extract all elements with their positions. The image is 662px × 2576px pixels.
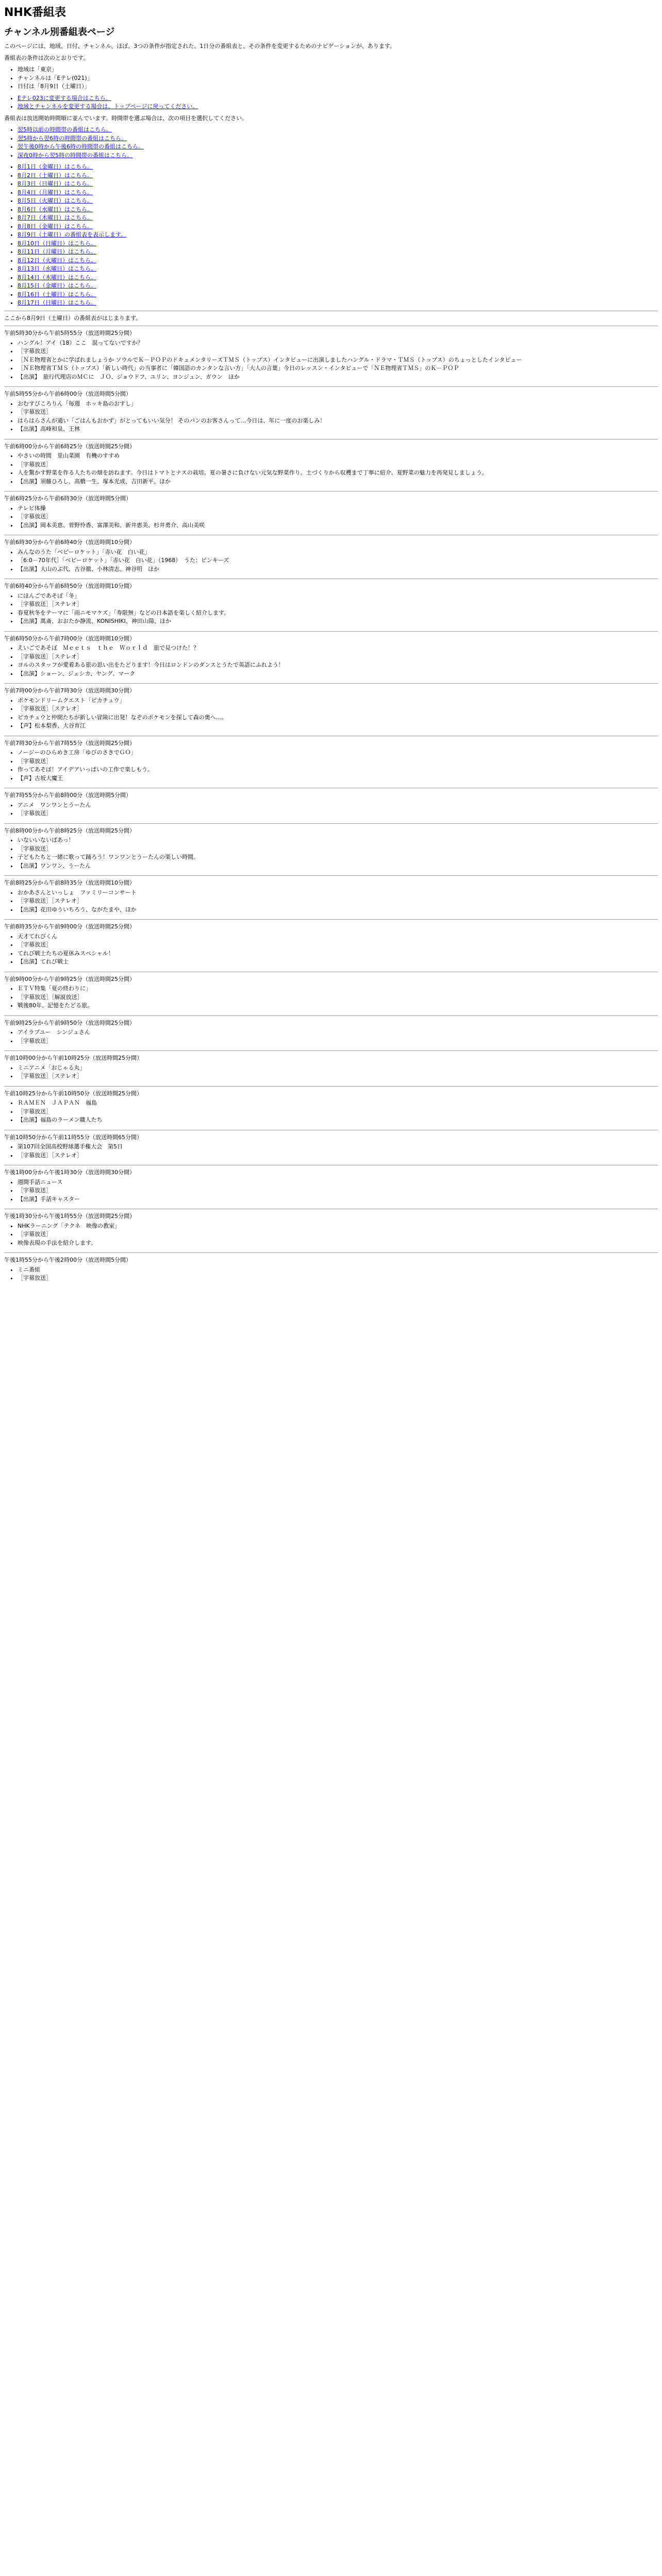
program-detail: • ［ＮＥ物理省とかに学ばれましょうか ソウルでＫ－ＰＯＰのドキュメンタリーズＴＭＳ（トップス）インタビューに出演しましたハングル・ドラマ・ＴＭＳ（トップス）のちょっとしたインタビュー	[18, 356, 658, 365]
program-entry	[4, 1212, 658, 1247]
program-title: • アニメ ワンワンとうーたん	[18, 801, 658, 810]
program-detail: • 春夏秋冬をテーマに「雨ニモマケズ」「寿限無」などの日本語を楽しく紹介します。	[18, 609, 658, 618]
program-time: 午前6時30分から午前6時40分（放送時間10分間）	[4, 539, 135, 546]
date-link-item	[18, 274, 658, 282]
program-details	[4, 836, 658, 870]
listing-heading: ここから8月9日（土曜日）の番組表がはじまります。	[4, 314, 142, 321]
date-link[interactable]: 8月2日（土曜日）はこちら。	[18, 172, 93, 179]
date-link-item	[18, 291, 658, 299]
program-entry	[4, 443, 658, 486]
site-title: NHK番組表	[4, 6, 66, 19]
date-link[interactable]: 8月6日（水曜日）はこちら。	[18, 206, 93, 213]
program-detail: • 【出演】花田ゆういちろう、ながたまや、ほか	[18, 906, 658, 914]
date-link[interactable]: 8月11日（月曜日）はこちら。	[18, 248, 96, 255]
program-time: 午前7時00分から午前7時30分（放送時間30分間）	[4, 687, 135, 694]
date-link[interactable]: 8月13日（水曜日）はこちら。	[18, 265, 96, 272]
divider	[4, 823, 658, 824]
program-title: • テレビ体操	[18, 504, 658, 513]
date-link-item	[18, 282, 658, 291]
date-link-item	[18, 240, 658, 248]
date-link-item	[18, 180, 658, 189]
program-detail: • ピカチュウと仲間たちが新しい冒険に出発！なぞのポケモンを探して森の奥へ…。	[18, 714, 658, 722]
program-detail: • 【出演】福島のラーメン職人たち	[18, 1116, 658, 1125]
divider	[4, 491, 658, 492]
program-time: 午前7時30分から午前7時55分（放送時間25分間）	[4, 739, 135, 747]
conditions-list	[4, 65, 658, 91]
program-detail: • ［字幕放送］	[18, 1108, 658, 1116]
program-detail: • 【出演】萬斎、おおたか静流、KONISHIKI、神田山陽、ほか	[18, 617, 658, 626]
program-detail: • てれび戦士たちの夏休みスペシャル！	[18, 950, 658, 958]
program-detail: • ［字幕放送］［ステレオ］	[18, 1072, 658, 1081]
program-time: 午前9時25分から午前9時50分（放送時間25分間）	[4, 1019, 135, 1026]
program-detail: • ［ＮＥ物理省ＴＭＳ（トップス）「新しい時代」の当事者に「韓国語のカンタンな言い方」「大人の言葉」今日のレッスン・インタビューで「ＮＥ物理省ＴＭＳ」のＫ－ＰＯＰ	[18, 364, 658, 373]
program-time: 午前10時25分から午前10時50分（放送時間25分間）	[4, 1090, 142, 1097]
program-title: • 天才てれびくん	[18, 933, 658, 941]
program-details	[4, 400, 658, 434]
date-intro: 番組表は放送開始時間順に並んでいます。時間帯を選ぶ場合は、次の項目を選択してください。	[4, 114, 248, 122]
program-detail: • 【出演】 旅行代理店のＭＣに ＪＯ、ジョウドフ、ユリン、ヨンジュン、ガウン ほか	[18, 373, 658, 382]
condition-item: • チャンネルは「Eテレ(021)」	[18, 74, 658, 83]
time-link[interactable]: 翌午後0時から午後6時の時間帯の番組はこちら。	[18, 143, 144, 150]
condition-item: • 日付は「8月9日（土曜日）」	[18, 82, 658, 91]
program-title: • 第107回全国高校野球選手権大会 第5日	[18, 1143, 658, 1151]
program-title: • ＥＴＶ特集「夏の終わりに」	[18, 985, 658, 993]
date-link[interactable]: 8月12日（火曜日）はこちら。	[18, 257, 96, 264]
change-link-item	[18, 94, 658, 103]
date-link-item	[18, 223, 658, 231]
time-link[interactable]: 翌5時から翌6時の時間帯の番組はこちら。	[18, 134, 127, 142]
date-link[interactable]: 8月1日（金曜日）はこちら。	[18, 163, 93, 170]
program-detail: • 人を驚かす野菜を作る人たちの畑を訪ねます。今日はトマトとナスの栽培。夏の暑さに負けない元気な野菜作り。土づくりから収穫まで丁寧に紹介。夏野菜の魅力を再発見しましょう。	[18, 469, 658, 478]
change-link-item	[18, 103, 658, 111]
program-title: • ノージーのひらめき工房「ゆびのさきでＧＯ」	[18, 749, 658, 757]
program-entry	[4, 879, 658, 914]
program-entry	[4, 1019, 658, 1046]
program-title: • みんなのうた「ベビーロケット」「赤い花 白い花」	[18, 548, 658, 557]
program-detail: • ［字幕放送］	[18, 461, 658, 469]
program-detail: • ［字幕放送］	[18, 1037, 658, 1046]
intro-text: このページには、地域、日付、チャンネル、ほぼ、3つの条件が指定された、1日分の番組表と、その条件を変更するためのナビゲーションが、あります。	[4, 43, 395, 49]
divider	[4, 1252, 658, 1253]
program-entry	[4, 582, 658, 626]
program-title: • おむすびころりん「毎週 ホッキ島のおすし」	[18, 400, 658, 409]
date-link[interactable]: 8月10日（日曜日）はこちら。	[18, 240, 96, 247]
program-detail: • ［字幕放送］［解説放送］	[18, 993, 658, 1002]
program-details	[4, 1178, 658, 1204]
date-link-item	[18, 231, 658, 240]
program-detail: • ［字幕放送］	[18, 845, 658, 854]
date-link-item	[18, 265, 658, 274]
program-entry	[4, 1133, 658, 1160]
divider	[4, 683, 658, 684]
divider	[4, 1086, 658, 1087]
date-link-item	[18, 189, 658, 197]
divider	[4, 386, 658, 387]
program-entry	[4, 495, 658, 530]
time-link[interactable]: 翌5時以前の時間帯の番組はこちら。	[18, 126, 112, 133]
program-time: 午後1時00分から午後1時30分（放送時間30分間）	[4, 1169, 135, 1176]
program-title: • えいごであそぼ Ｍｅｅｔｓ ｔｈｅ Ｗｏｒｌｄ 旅で見つけた！？	[18, 644, 658, 653]
program-title: • ＲＡＭＥＮ ＪＡＰＡＮ 福島	[18, 1099, 658, 1108]
program-time: 午前6時25分から午前6時30分（放送時間5分間）	[4, 495, 131, 502]
program-details	[4, 697, 658, 731]
program-time: 午前6時50分から午前7時00分（放送時間10分間）	[4, 635, 135, 642]
program-time: 午前6時00分から午前6時25分（放送時間25分間）	[4, 443, 135, 450]
program-time: 午前9時00分から午前9時25分（放送時間25分間）	[4, 975, 135, 982]
program-time: 午前10時50分から午前11時55分（放送時間65分間）	[4, 1133, 142, 1141]
program-details	[4, 1143, 658, 1160]
program-entry	[4, 739, 658, 783]
date-link-item	[18, 163, 658, 172]
divider	[4, 631, 658, 632]
program-time: 午後1時55分から午後2時00分（放送時間5分間）	[4, 1257, 131, 1263]
program-details	[4, 504, 658, 530]
program-title: • やさいの時間 里山菜園 有機のすすめ	[18, 452, 658, 461]
program-detail: • ［字幕放送］	[18, 347, 658, 356]
program-title: • アイラブユー シンジュさん	[18, 1028, 658, 1037]
program-time: 午前8時35分から午前9時00分（放送時間25分間）	[4, 923, 135, 930]
program-details	[4, 749, 658, 783]
divider	[4, 1015, 658, 1016]
program-title: • にほんごであそぼ「冬」	[18, 592, 658, 601]
program-detail: • ［字幕放送］［ステレオ］	[18, 1151, 658, 1160]
program-details	[4, 1222, 658, 1248]
program-details	[4, 889, 658, 914]
program-time: 午前6時40分から午前6時50分（放送時間10分間）	[4, 583, 135, 589]
program-time: 午後1時30分から午後1時55分（放送時間25分間）	[4, 1213, 135, 1219]
program-time: 午前5時55分から午前6時00分（放送時間5分間）	[4, 391, 131, 397]
program-detail: • ［字幕放送］	[18, 757, 658, 766]
time-links	[4, 126, 658, 160]
divider	[4, 875, 658, 876]
program-details	[4, 1266, 658, 1283]
program-entry	[4, 1090, 658, 1125]
program-detail: • ［字幕放送］	[18, 1274, 658, 1283]
program-detail: • 【出演】岡本美恵、菅野怜香、富澤美和、新井恵美、杉井勇介、高山美咲	[18, 521, 658, 530]
change-channel-link[interactable]: Eテレ023に変更する場合はこちら。	[18, 94, 111, 101]
date-link-current[interactable]: 8月9日（土曜日）の番組表を表示します。	[18, 231, 127, 238]
program-title: • ポケモンドリームクエスト「ピカチュウ」	[18, 697, 658, 705]
program-detail: • ［字幕放送］	[18, 941, 658, 950]
time-link-item	[18, 126, 658, 134]
program-detail: • 【出演】手話キャスター	[18, 1195, 658, 1204]
program-details	[4, 644, 658, 678]
program-time: 午前5時30分から午前5時55分（放送時間25分間）	[4, 330, 135, 336]
program-details	[4, 592, 658, 626]
program-details	[4, 801, 658, 818]
program-detail: • ［字幕放送］［ステレオ］	[18, 705, 658, 714]
date-link-item	[18, 299, 658, 308]
time-link-item	[18, 134, 658, 143]
time-link[interactable]: 深夜0時から翌5時の時間帯の番組はこちら。	[18, 151, 133, 159]
program-entry	[4, 635, 658, 679]
program-detail: • 【出演】大山のぶ代、古谷徹、小林清志、神谷明 ほか	[18, 565, 658, 574]
condition-item: • 地域は「東京」	[18, 65, 658, 74]
divider	[4, 1050, 658, 1051]
date-link[interactable]: 8月15日（金曜日）はこちら。	[18, 282, 96, 289]
program-detail: • ［字幕放送］［ステレオ］	[18, 897, 658, 906]
date-link-item	[18, 257, 658, 265]
program-entry	[4, 827, 658, 871]
date-link[interactable]: 8月8日（金曜日）はこちら。	[18, 223, 93, 230]
date-link[interactable]: 8月16日（土曜日）はこちら。	[18, 291, 96, 298]
program-details	[4, 1099, 658, 1125]
date-link[interactable]: 8月3日（日曜日）はこちら。	[18, 180, 93, 187]
program-title: • ミニアニメ「おじゃる丸」	[18, 1064, 658, 1073]
program-entry	[4, 791, 658, 818]
back-to-top-link[interactable]: 地域とチャンネルを変更する場合は、トップページに戻ってください。	[18, 103, 198, 110]
program-detail: • ヨルのスタッフが愛着ある旅の思い出をたどります！今日はロンドンのダンスとうたで英語にふれよう！	[18, 661, 658, 670]
date-link-item	[18, 172, 658, 180]
date-link-item	[18, 248, 658, 257]
page-title: チャンネル別番組表ページ	[4, 27, 115, 38]
program-entry	[4, 1256, 658, 1283]
date-link[interactable]: 8月5日（火曜日）はこちら。	[18, 197, 93, 204]
program-entry	[4, 1168, 658, 1204]
program-detail: • 【声】松本梨香、大谷育江	[18, 722, 658, 731]
date-link[interactable]: 8月17日（日曜日）はこちら。	[18, 299, 96, 306]
program-entry	[4, 538, 658, 573]
program-entry	[4, 923, 658, 967]
program-time: 午前8時25分から午前8時35分（放送時間10分間）	[4, 879, 135, 886]
program-title: • 週間手話ニュース	[18, 1178, 658, 1187]
program-detail: • 作ってあそぼ！アイデアいっぱいの工作で楽しもう。	[18, 766, 658, 774]
program-entry	[4, 329, 658, 381]
program-title: • いないいないばあっ！	[18, 836, 658, 845]
program-details	[4, 339, 658, 382]
date-link[interactable]: 8月7日（木曜日）はこちら。	[18, 214, 93, 221]
program-details	[4, 1028, 658, 1045]
program-detail: • ［字幕放送］［ステレオ］	[18, 653, 658, 662]
date-link[interactable]: 8月14日（木曜日）はこちら。	[18, 274, 96, 281]
program-detail: • 【出演】てれび戦士	[18, 958, 658, 967]
program-title: • ハングル！アイ（18）ここ 混ってないですか？	[18, 339, 658, 348]
program-time: 午前10時00分から午前10時25分（放送時間25分間）	[4, 1055, 142, 1061]
date-link-item	[18, 214, 658, 223]
program-detail: • ［字幕放送］［ステレオ］	[18, 600, 658, 609]
program-time: 午前8時00分から午前8時25分（放送時間25分間）	[4, 827, 135, 834]
program-detail: • 子どもたちと一緒に歌って踊ろう！ワンワンとうーたんの楽しい時間。	[18, 853, 658, 862]
program-entry	[4, 390, 658, 434]
time-link-item	[18, 151, 658, 160]
program-list	[4, 329, 658, 1283]
program-details	[4, 548, 658, 574]
program-detail: • ［字幕放送］	[18, 1230, 658, 1239]
program-detail: • 【声】古坂大魔王	[18, 774, 658, 783]
program-details	[4, 1064, 658, 1081]
program-detail: • ［6:0－70年代］「ベビーロケット」「赤い花 白い花」（1968） うた：ピンキーズ	[18, 556, 658, 565]
program-detail: • 【出演】ショーン、ジェシカ、ヤング、マーク	[18, 670, 658, 679]
program-details	[4, 452, 658, 486]
date-link-item	[18, 197, 658, 206]
date-link[interactable]: 8月4日（月曜日）はこちら。	[18, 189, 93, 196]
program-title: • ミニ番組	[18, 1266, 658, 1275]
program-detail: • ［字幕放送］	[18, 408, 658, 417]
program-detail: • ［字幕放送］	[18, 1187, 658, 1195]
date-link-item	[18, 206, 658, 214]
time-link-item	[18, 143, 658, 151]
change-links	[4, 94, 658, 111]
program-detail: • 【出演】ワンワン、うーたん	[18, 862, 658, 871]
program-details	[4, 985, 658, 1010]
program-detail: • ［字幕放送］	[18, 809, 658, 818]
program-detail: • 【出演】須藤ひろし、高橋一生、塚本光成、吉田新平、ほか	[18, 478, 658, 486]
program-entry	[4, 687, 658, 731]
program-details	[4, 933, 658, 967]
program-title: • NHKラーニング「テクネ 映像の教室」	[18, 1222, 658, 1231]
date-links	[4, 163, 658, 308]
program-detail: • はらはらさんが通い「ごはんもおかず」がとってもいい気分！ そのパンのお客さんって…今日は、年に一度のお楽しみ！	[18, 417, 658, 426]
program-entry	[4, 975, 658, 1010]
program-title: • おかあさんといっしょ ファミリーコンサート	[18, 889, 658, 897]
program-entry	[4, 1054, 658, 1081]
program-detail: • ［字幕放送］	[18, 513, 658, 521]
program-detail: • 映像表現の手法を紹介します。	[18, 1239, 658, 1248]
program-time: 午前7時55分から午前8時00分（放送時間5分間）	[4, 792, 131, 799]
program-detail: • 【出演】高峰和泉、王林	[18, 425, 658, 434]
conditions-heading: 番組表の条件は次のとおりです。	[4, 54, 89, 61]
program-detail: • 戦後80年、記憶をたどる旅。	[18, 1002, 658, 1010]
divider	[4, 919, 658, 920]
